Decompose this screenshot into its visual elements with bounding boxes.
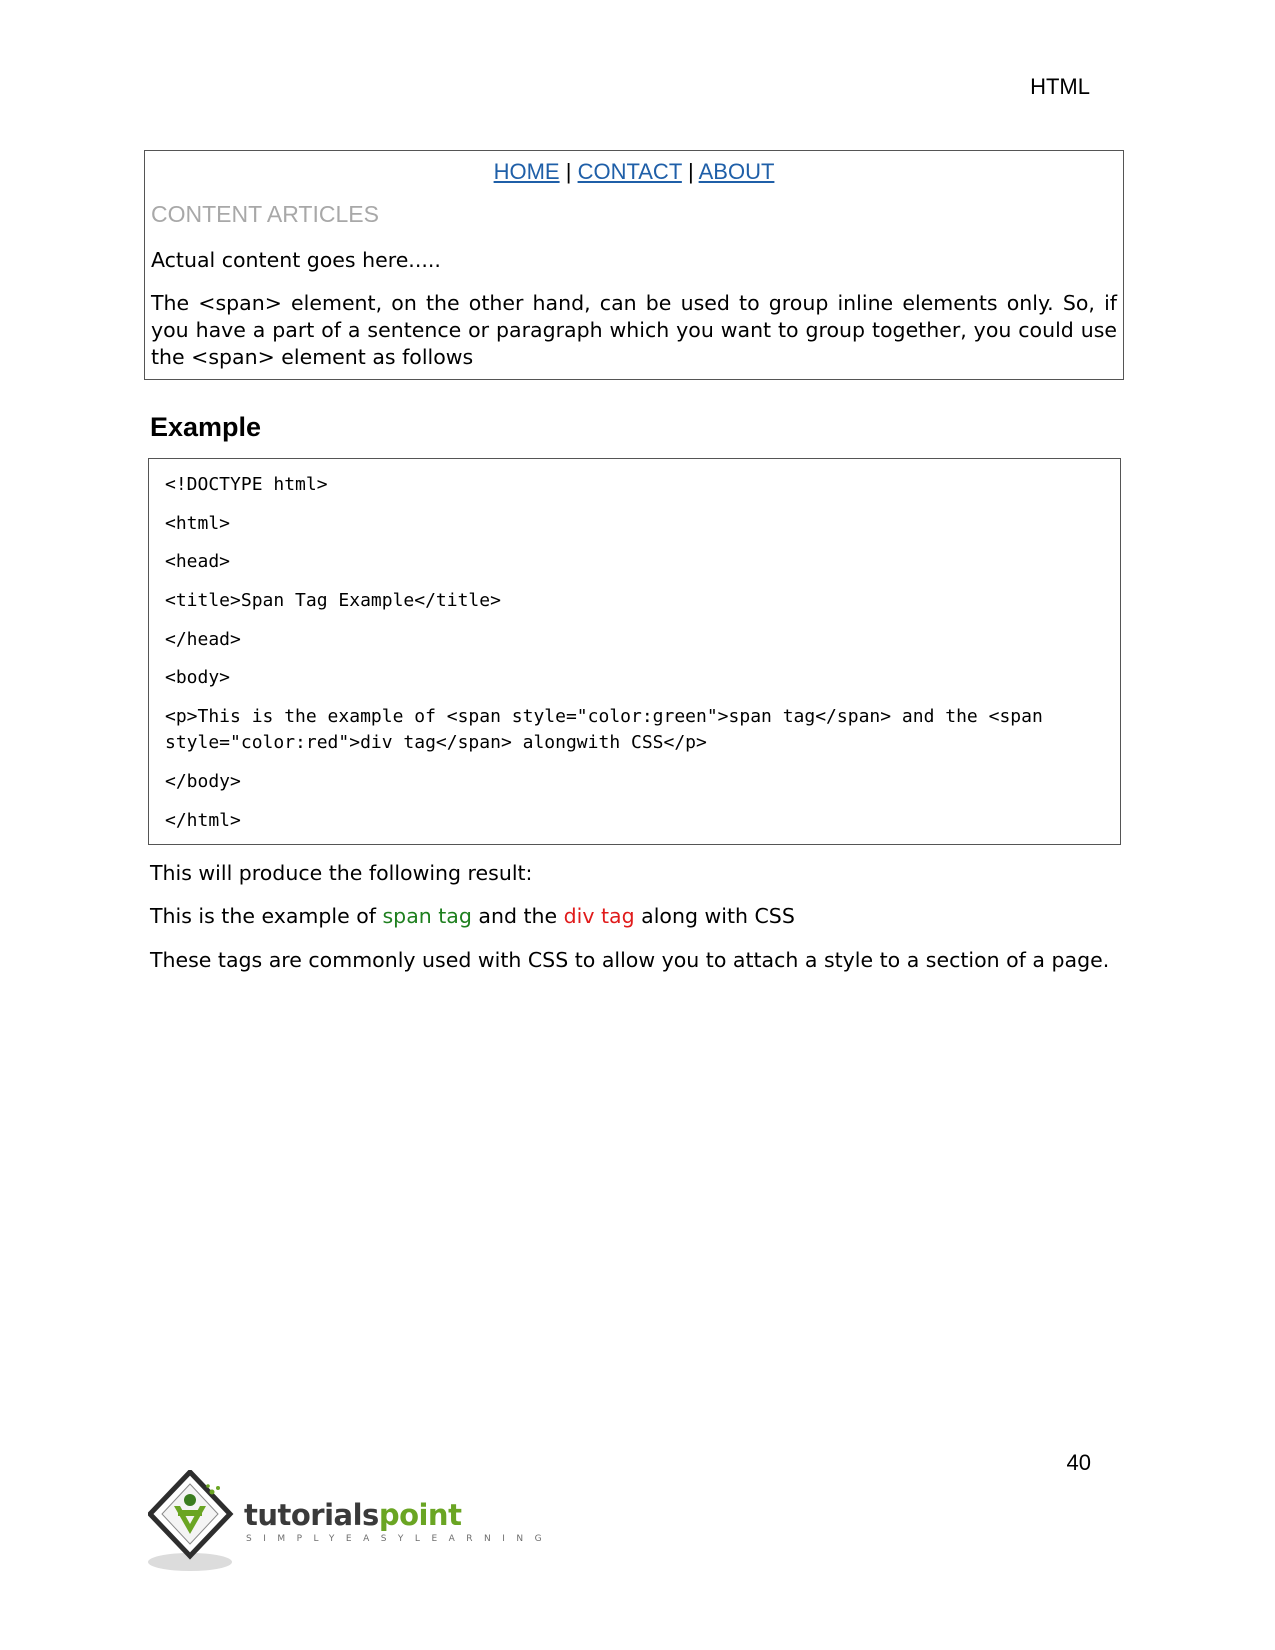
logo-wordmark xyxy=(244,1498,461,1532)
demo-paragraph: Actual content goes here..... xyxy=(151,248,441,272)
nav-separator: | xyxy=(565,159,572,184)
code-line: </html> xyxy=(165,809,241,831)
rendered-demo-box xyxy=(144,150,1124,380)
code-line: <p>This is the example of <span style="color:green">span tag</span> and the <span style="color:red">div tag</span> alongwith CSS</p> xyxy=(165,706,1054,754)
logo-tagline: SIMPLYEASYLEARNING xyxy=(246,1534,554,1544)
result-text: along with CSS xyxy=(634,904,795,928)
demo-paragraph: The <span> element, on the other hand, can be used to group inline elements only. So, if you have a part of a sentence or paragraph which you want to group together, you could use the <span> element as follows xyxy=(151,291,1117,369)
running-header: HTML xyxy=(1030,74,1090,99)
code-line: <head> xyxy=(165,551,231,573)
result-text: and the xyxy=(471,904,564,928)
closing-paragraph: These tags are commonly used with CSS to allow you to attach a style to a section of a page. xyxy=(150,948,1110,972)
code-line: </body> xyxy=(165,770,241,792)
code-example-box xyxy=(148,458,1121,845)
code-line: <!DOCTYPE html> xyxy=(165,474,328,495)
page-number: 40 xyxy=(1066,1450,1091,1475)
example-heading: Example xyxy=(150,412,262,442)
content-articles-heading: CONTENT ARTICLES xyxy=(151,201,379,227)
nav-link-about[interactable]: ABOUT xyxy=(698,159,775,184)
nav-link-home[interactable]: HOME xyxy=(493,159,560,184)
red-span-text: div tag xyxy=(563,904,635,928)
nav-link-contact[interactable]: CONTACT xyxy=(577,159,682,184)
code-line: <title>Span Tag Example</title> xyxy=(165,590,501,612)
logo-wordmark-part: point xyxy=(378,1498,462,1532)
logo-wordmark-part: tutorials xyxy=(244,1498,379,1532)
logo-diamond-icon xyxy=(148,1470,240,1575)
code-line: <body> xyxy=(165,667,231,689)
code-line: </head> xyxy=(165,628,241,650)
nav-separator: | xyxy=(687,159,694,184)
code-line: <html> xyxy=(165,512,231,534)
tutorialspoint-logo xyxy=(148,1470,554,1575)
green-span-text: span tag xyxy=(382,904,472,928)
result-text: This is the example of xyxy=(150,904,383,928)
demo-nav xyxy=(151,159,1117,185)
result-intro: This will produce the following result: xyxy=(150,861,533,885)
result-output-line xyxy=(150,903,1130,929)
